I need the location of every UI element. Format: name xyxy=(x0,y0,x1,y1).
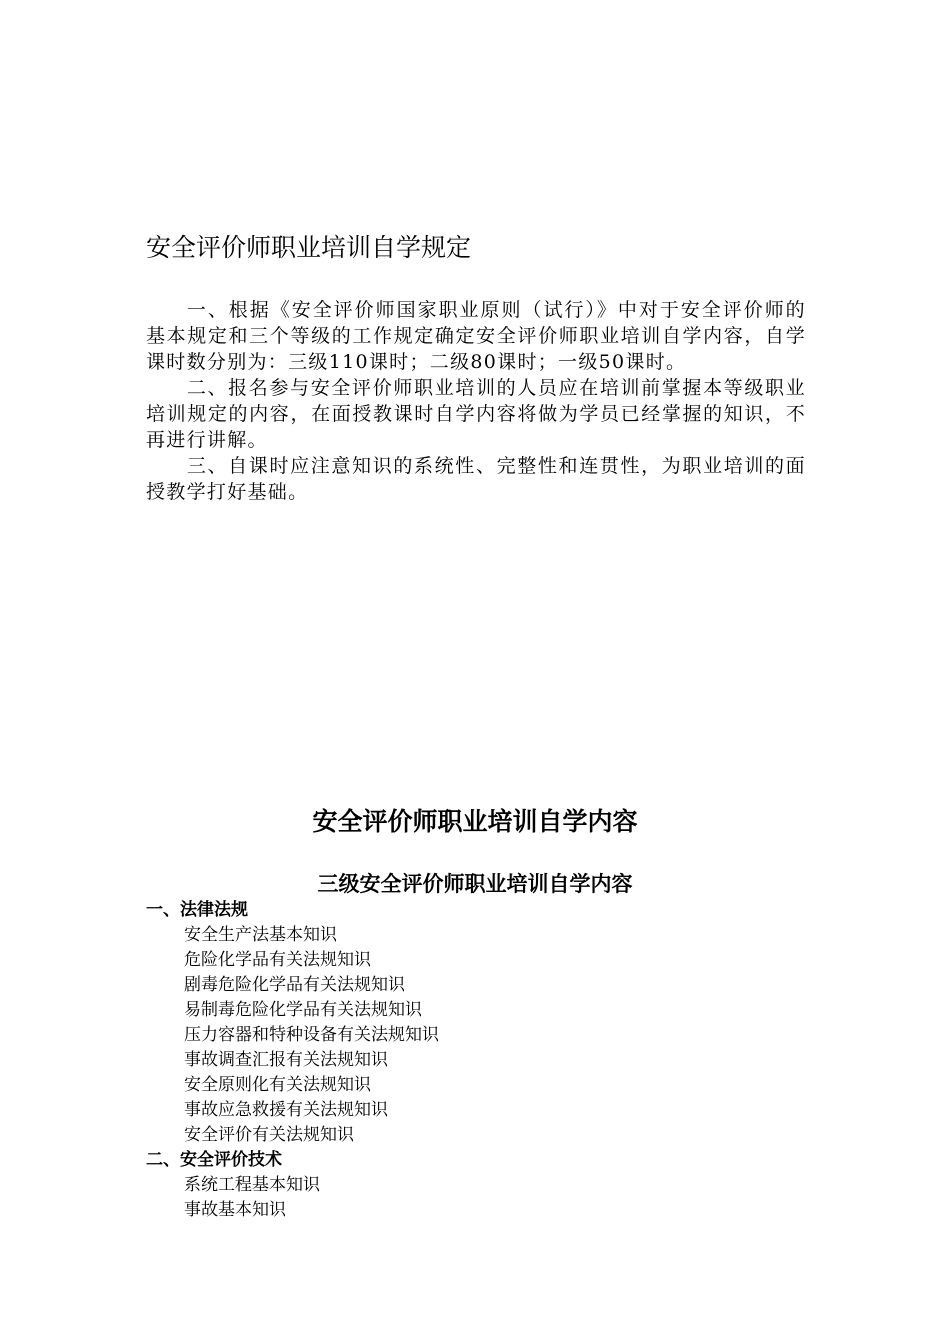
section-item-list xyxy=(146,923,846,1148)
paragraph-2: 二、报名参与安全评价师职业培训的人员应在培训前掌握本等级职业培训规定的内容，在面授教课时自学内容将做为学员已经掌握的知识，不再进行讲解。 xyxy=(146,377,806,451)
list-item: 事故基本知识 xyxy=(184,1200,286,1220)
list-item: 事故调查汇报有关法规知识 xyxy=(184,1050,388,1070)
list-item: 危险化学品有关法规知识 xyxy=(184,950,371,970)
list-item: 安全评价有关法规知识 xyxy=(184,1125,354,1145)
list-item: 易制毒危险化学品有关法规知识 xyxy=(184,1000,422,1020)
paragraph-1: 一、根据《安全评价师国家职业原则（试行）》中对于安全评价师的基本规定和三个等级的工作规定确定安全评价师职业培训自学内容，自学课时数分别为：三级110课时；二级80课时；一级50课时。 xyxy=(146,299,806,373)
list-item: 安全生产法基本知识 xyxy=(184,925,337,945)
level-subtitle: 三级安全评价师职业培训自学内容 xyxy=(317,872,633,896)
list-item: 安全原则化有关法规知识 xyxy=(184,1075,371,1095)
document-title: 安全评价师职业培训自学规定 xyxy=(146,233,472,262)
outline-section xyxy=(146,898,846,1148)
outline-section xyxy=(146,1148,846,1223)
content-title: 安全评价师职业培训自学内容 xyxy=(312,807,638,836)
list-item: 系统工程基本知识 xyxy=(184,1175,320,1195)
section-heading: 二、安全评价技术 xyxy=(146,1150,282,1170)
list-item: 事故应急救援有关法规知识 xyxy=(184,1100,388,1120)
regulation-body xyxy=(146,297,806,505)
list-item: 剧毒危险化学品有关法规知识 xyxy=(184,975,405,995)
study-outline xyxy=(146,898,846,1223)
section-item-list xyxy=(146,1173,846,1223)
list-item: 压力容器和特种设备有关法规知识 xyxy=(184,1025,439,1045)
section-heading: 一、法律法规 xyxy=(146,900,248,920)
paragraph-3: 三、自课时应注意知识的系统性、完整性和连贯性，为职业培训的面授教学打好基础。 xyxy=(146,455,806,503)
